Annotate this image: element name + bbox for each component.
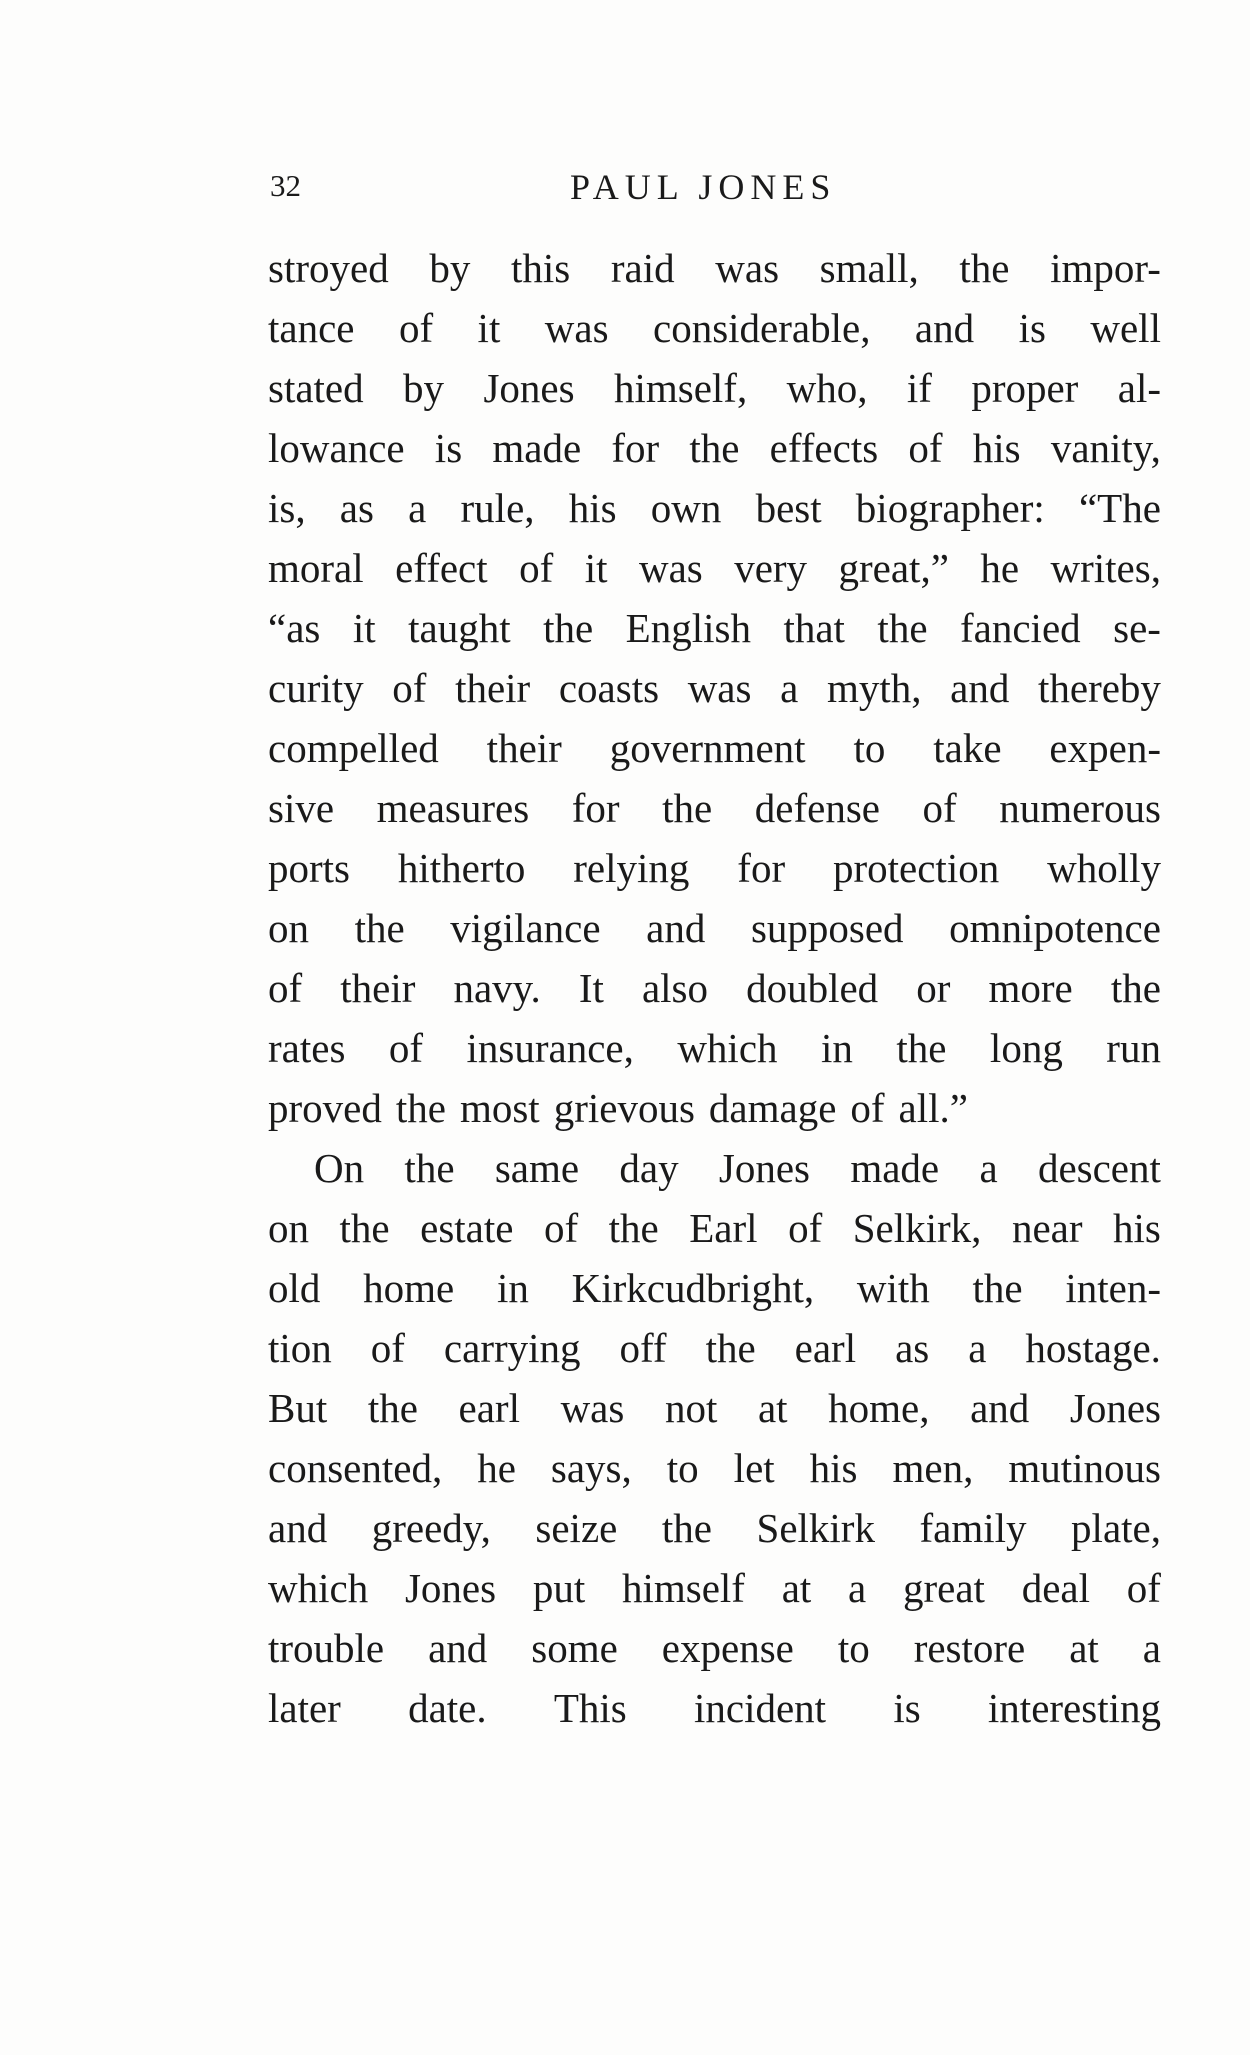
word: Kirkcudbright, (571, 1265, 815, 1311)
word: “The (1078, 485, 1161, 531)
word: writes, (1050, 545, 1161, 591)
text-line (268, 358, 1161, 418)
word: numerous (999, 785, 1161, 831)
word: the (395, 1085, 446, 1131)
word: and (268, 1505, 328, 1551)
word: insurance, (466, 1025, 634, 1071)
word: the (662, 785, 713, 831)
word: at (757, 1385, 788, 1431)
word: he (980, 545, 1020, 591)
word: relying (573, 845, 690, 891)
word: expen- (1049, 725, 1161, 771)
word: the (877, 605, 928, 651)
word: and (914, 305, 975, 351)
word: the (972, 1265, 1023, 1311)
word: a (848, 1565, 867, 1611)
word: se- (1113, 605, 1161, 651)
word: the (404, 1145, 455, 1191)
word: off (619, 1325, 667, 1371)
word: doubled (746, 965, 879, 1011)
text-line (268, 298, 1161, 358)
text-line (268, 1498, 1161, 1558)
word: was (715, 245, 780, 291)
word: proved (268, 1085, 382, 1131)
word: small, (819, 245, 919, 291)
word: home, (828, 1385, 930, 1431)
word: to (837, 1625, 870, 1671)
word: Jones (718, 1145, 811, 1191)
text-line (268, 778, 1161, 838)
word: myth, (826, 665, 922, 711)
word: to (853, 725, 886, 771)
word: is, (268, 485, 306, 531)
word: grievous (553, 1085, 695, 1131)
word: some (531, 1625, 618, 1671)
word: vanity, (1050, 425, 1161, 471)
text-line (268, 658, 1161, 718)
text-line (268, 1558, 1161, 1618)
word: to (666, 1445, 699, 1491)
word: his (568, 485, 617, 531)
word: run (1106, 1025, 1161, 1071)
word: of (788, 1205, 823, 1251)
word: great (903, 1565, 985, 1611)
word: vigilance (450, 905, 601, 951)
word: more (988, 965, 1073, 1011)
word: old (268, 1265, 321, 1311)
word: was (560, 1385, 625, 1431)
text-line (268, 598, 1161, 658)
text-line (268, 1378, 1161, 1438)
text-line (268, 478, 1161, 538)
word: it (352, 605, 376, 651)
word: compelled (268, 725, 439, 771)
word: own (650, 485, 722, 531)
word: Jones (1069, 1385, 1161, 1431)
word: the (367, 1385, 418, 1431)
word: “as (268, 605, 321, 651)
word: if (906, 365, 932, 411)
word: for (737, 845, 786, 891)
word: same (494, 1145, 580, 1191)
text-line (268, 1678, 1161, 1738)
word: rule, (460, 485, 535, 531)
word: defense (754, 785, 880, 831)
text-line (268, 958, 1161, 1018)
word: best (755, 485, 822, 531)
word: with (856, 1265, 930, 1311)
word: effects (769, 425, 879, 471)
word: also (641, 965, 708, 1011)
word: the (608, 1205, 659, 1251)
word: proper (971, 365, 1079, 411)
text-line (268, 1618, 1161, 1678)
word: it (584, 545, 608, 591)
word: This (553, 1685, 627, 1731)
word: says, (550, 1445, 632, 1491)
text-line (268, 838, 1161, 898)
text-line (268, 1318, 1161, 1378)
word: consented, (268, 1445, 443, 1491)
word: their (455, 665, 531, 711)
word: of (268, 965, 303, 1011)
word: a (979, 1145, 998, 1191)
word: It (578, 965, 604, 1011)
word: expense (661, 1625, 794, 1671)
word: rates (268, 1025, 346, 1071)
word: wholly (1047, 845, 1161, 891)
word: their (486, 725, 562, 771)
word: navy. (453, 965, 541, 1011)
word: But (268, 1385, 328, 1431)
word: himself, (613, 365, 748, 411)
word: by (429, 245, 471, 291)
word: estate (420, 1205, 514, 1251)
word: restore (913, 1625, 1026, 1671)
word: that (783, 605, 845, 651)
word: of (388, 1025, 424, 1071)
word: at (1069, 1625, 1099, 1671)
word: moral (268, 545, 364, 591)
word: and (428, 1625, 488, 1671)
word: raid (610, 245, 675, 291)
word: by (403, 365, 445, 411)
word: the (959, 245, 1010, 291)
word: let (733, 1445, 775, 1491)
word: stroyed (268, 245, 389, 291)
word: English (625, 605, 751, 651)
word: Earl (689, 1205, 758, 1251)
word: Selkirk, (852, 1205, 982, 1251)
running-title: PAUL JONES (570, 167, 837, 207)
word: great,” (838, 545, 949, 591)
word: measures (376, 785, 530, 831)
word: as (339, 485, 374, 531)
word: he (477, 1445, 516, 1491)
word: later (268, 1685, 341, 1731)
text-line (268, 1258, 1161, 1318)
word: tance (268, 305, 355, 351)
word: put (532, 1565, 586, 1611)
word: for (571, 785, 620, 831)
word: most (459, 1085, 540, 1131)
word: not (664, 1385, 718, 1431)
word: biographer: (855, 485, 1045, 531)
word: of (908, 425, 943, 471)
text-line (268, 238, 1161, 298)
word: inten- (1065, 1265, 1161, 1311)
word: as (895, 1325, 930, 1371)
word: mutinous (1008, 1445, 1161, 1491)
word: the (705, 1325, 756, 1371)
word: damage (708, 1085, 837, 1131)
text-line (268, 538, 1161, 598)
word: which (268, 1565, 369, 1611)
word: effect (395, 545, 488, 591)
word: the (339, 1205, 390, 1251)
word: sive (268, 785, 335, 831)
word: his (809, 1445, 858, 1491)
word: of (1126, 1565, 1161, 1611)
word: the (1110, 965, 1161, 1011)
word: trouble (268, 1625, 385, 1671)
word: it (477, 305, 501, 351)
word: his (972, 425, 1021, 471)
word: or (916, 965, 951, 1011)
text-line (268, 1438, 1161, 1498)
word: Jones (483, 365, 575, 411)
word: date. (408, 1685, 487, 1731)
word: is (1018, 305, 1046, 351)
word: of (392, 665, 427, 711)
word: Selkirk (756, 1505, 875, 1551)
word: all.” (898, 1085, 968, 1131)
word: thereby (1037, 665, 1161, 711)
word: seize (535, 1505, 618, 1551)
text-line (268, 1078, 1161, 1138)
word: earl (794, 1325, 857, 1371)
text-line (268, 1138, 1161, 1198)
word: lowance (268, 425, 405, 471)
word: fancied (960, 605, 1081, 651)
word: in (496, 1265, 529, 1311)
word: in (820, 1025, 853, 1071)
word: very (734, 545, 808, 591)
word: of (543, 1205, 579, 1251)
word: tion (268, 1325, 332, 1371)
word: the (689, 425, 740, 471)
word: day (619, 1145, 679, 1191)
word: of (922, 785, 957, 831)
word: a (408, 485, 427, 531)
page-number: 32 (270, 168, 301, 203)
word: On (314, 1145, 365, 1191)
word: made (850, 1145, 940, 1191)
word: is (434, 425, 463, 471)
word: of (398, 305, 434, 351)
word: curity (268, 665, 364, 711)
word: long (989, 1025, 1063, 1071)
word: well (1090, 305, 1161, 351)
word: greedy, (371, 1505, 491, 1551)
word: al- (1117, 365, 1161, 411)
word: incident (694, 1685, 827, 1731)
word: for (611, 425, 660, 471)
word: men, (892, 1445, 974, 1491)
word: of (519, 545, 554, 591)
word: himself (621, 1565, 745, 1611)
word: of (850, 1085, 885, 1131)
word: family (919, 1505, 1027, 1551)
word: and (970, 1385, 1030, 1431)
word: a (1142, 1625, 1161, 1671)
word: the (896, 1025, 947, 1071)
word: near (1011, 1205, 1083, 1251)
word: a (780, 665, 799, 711)
text-line (268, 1198, 1161, 1258)
word: impor- (1050, 245, 1161, 291)
word: who, (786, 365, 868, 411)
word: descent (1037, 1145, 1161, 1191)
word: earl (458, 1385, 520, 1431)
body-text (268, 238, 1161, 1738)
text-line (268, 418, 1161, 478)
word: ports (268, 845, 350, 891)
word: home (363, 1265, 455, 1311)
word: supposed (750, 905, 904, 951)
word: the (661, 1505, 712, 1551)
word: take (933, 725, 1002, 771)
word: made (492, 425, 582, 471)
word: which (677, 1025, 778, 1071)
text-line (268, 718, 1161, 778)
word: taught (408, 605, 511, 651)
word: government (609, 725, 806, 771)
word: considerable, (653, 305, 871, 351)
running-head (270, 168, 1160, 218)
word: this (510, 245, 571, 291)
word: and (646, 905, 706, 951)
word: interesting (987, 1685, 1161, 1731)
word: hostage. (1025, 1325, 1161, 1371)
word: protection (832, 845, 1000, 891)
word: was (638, 545, 703, 591)
word: carrying (443, 1325, 581, 1371)
word: omnipotence (949, 905, 1161, 951)
word: the (354, 905, 405, 951)
text-line (268, 1018, 1161, 1078)
word: of (370, 1325, 405, 1371)
word: is (893, 1685, 921, 1731)
word: the (543, 605, 594, 651)
word: was (687, 665, 752, 711)
word: hitherto (397, 845, 526, 891)
word: their (340, 965, 416, 1011)
word: and (950, 665, 1010, 711)
word: on (268, 905, 309, 951)
word: plate, (1071, 1505, 1161, 1551)
word: on (268, 1205, 309, 1251)
word: his (1113, 1205, 1161, 1251)
word: at (781, 1565, 812, 1611)
word: Jones (404, 1565, 497, 1611)
text-line (268, 898, 1161, 958)
word: was (544, 305, 609, 351)
word: coasts (558, 665, 660, 711)
word: deal (1021, 1565, 1090, 1611)
word: stated (268, 365, 364, 411)
word: a (968, 1325, 987, 1371)
